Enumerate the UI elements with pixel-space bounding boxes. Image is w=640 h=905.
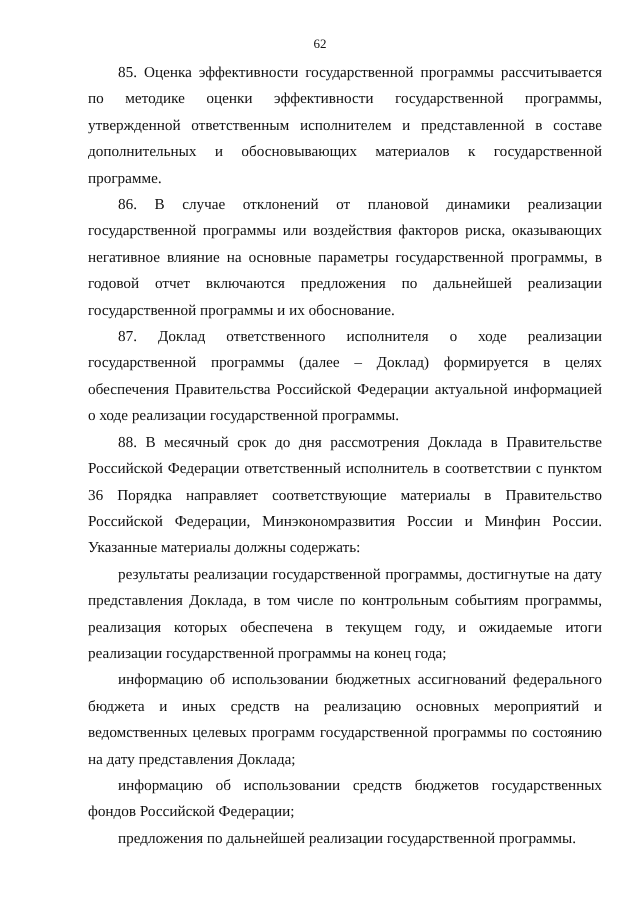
list-item-state-funds: информацию об использовании средств бюджетов государственных фондов Российской Федерации; bbox=[88, 776, 602, 821]
page-number: 62 bbox=[313, 36, 327, 51]
paragraph-88: 88. В месячный срок до дня рассмотрения Доклада в Правительстве Российской Федерации ответственный исполнитель в соответствии с пунктом 36 Порядка направляет соответствующие материалы в Правительство Российской Федерации, Минэкономразвития России и Минфин России. Указанные материалы должны содержать: bbox=[88, 433, 602, 557]
paragraph-85: 85. Оценка эффективности государственной программы рассчитывается по методике оценки эффективности государственной программы, утвержденной ответственным исполнителем и представленной в составе дополнительных и обосновывающих материалов к государственной программе. bbox=[88, 64, 602, 187]
list-item-budget-allocations: информацию об использовании бюджетных ассигнований федерального бюджета и иных средств на реализацию основных мероприятий и ведомственных целевых программ государственной программы по состоянию на дату представления Доклада; bbox=[88, 671, 602, 768]
list-item-proposals: предложения по дальнейшей реализации государственной программы. bbox=[118, 829, 576, 847]
document-body bbox=[88, 60, 602, 852]
paragraph-87: 87. Доклад ответственного исполнителя о ходе реализации государственной программы (далее – Доклад) формируется в целях обеспечения Правительства Российской Федерации актуальной информацией о ходе реализации государственной программы. bbox=[88, 328, 602, 425]
list-item-results: результаты реализации государственной программы, достигнутые на дату представления Доклада, в том числе по контрольным событиям программы, реализация которых обеспечена в текущем году, и ожидаемые итоги реализации государственной программы на конец года; bbox=[88, 565, 602, 662]
paragraph-86: 86. В случае отклонений от плановой динамики реализации государственной программы или воздействия факторов риска, оказывающих негативное влияние на основные параметры государственной программы, в годовой отчет включаются предложения по дальнейшей реализации государственной программы и их обоснование. bbox=[88, 196, 602, 319]
